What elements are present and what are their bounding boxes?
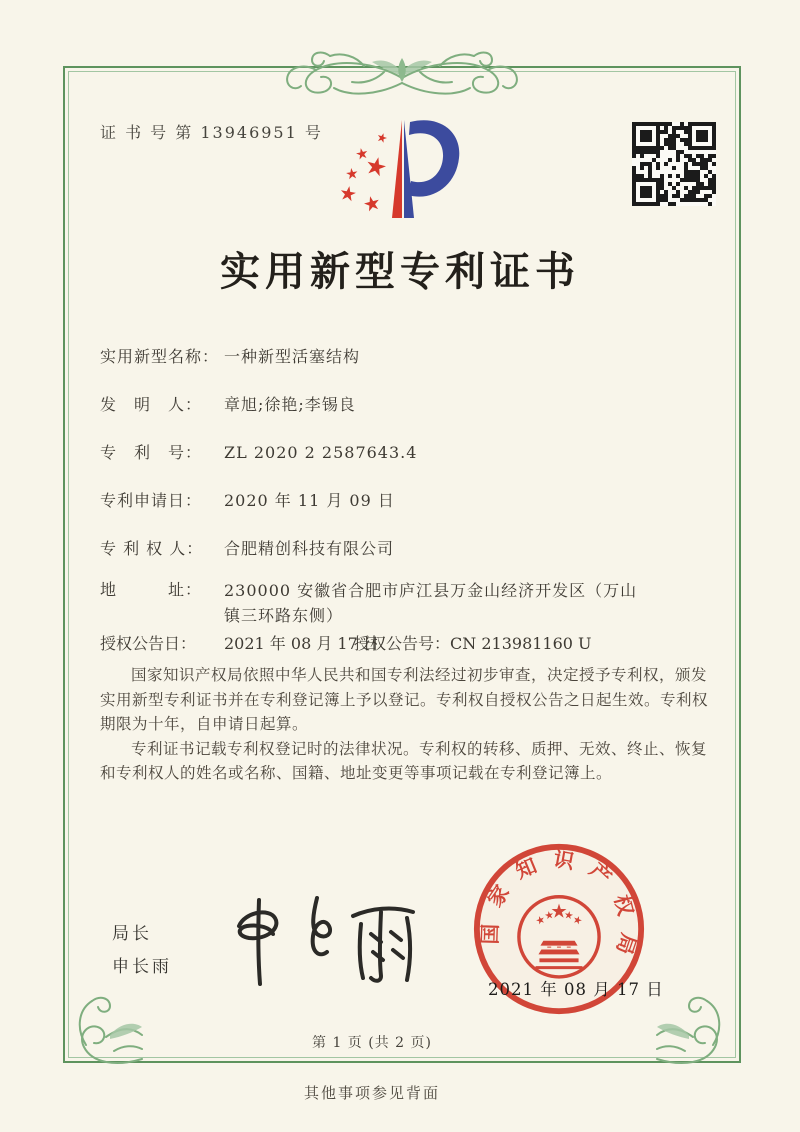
grant-number-pair [354, 632, 592, 655]
field-row-utility-model-name [100, 345, 360, 368]
field-value: 一种新型活塞结构 [224, 347, 361, 366]
certificate-title: 实用新型专利证书 [220, 248, 580, 295]
field-row-inventors [100, 393, 356, 416]
bottom-left-scrollwork-ornament-icon [50, 995, 146, 1075]
field-value: 2020 年 11 月 09 日 [224, 491, 395, 510]
grant-number-label: 授权公告号： [354, 634, 451, 653]
cnipa-logo-icon [336, 112, 468, 232]
field-label: 地 址： [100, 580, 203, 599]
handwritten-signature [225, 886, 435, 990]
certificate-number: 证 书 号 第 13946951 号 [100, 123, 323, 142]
director-name: 申长雨 [112, 957, 172, 977]
field-label: 专利申请日： [100, 491, 203, 510]
field-value: ZL 2020 2 2587643.4 [224, 443, 418, 462]
seal-date: 2021 年 08 月 17 日 [488, 980, 664, 999]
field-row-address [100, 578, 638, 628]
top-scrollwork-ornament-icon [276, 42, 528, 106]
field-label: 发 明 人： [100, 395, 203, 414]
grant-date-label: 授权公告日： [100, 634, 197, 653]
field-value: 章旭;徐艳;李锡良 [224, 395, 356, 414]
legal-text [100, 663, 718, 786]
field-label: 专 利 权 人： [100, 539, 204, 558]
legal-paragraph-2: 专利证书记载专利权登记时的法律状况。专利权的转移、质押、无效、终止、恢复和专利权人的姓名或名称、国籍、地址变更等事项记载在专利登记簿上。 [100, 739, 708, 782]
legal-paragraph-1: 国家知识产权局依照中华人民共和国专利法经过初步审查，决定授予专利权，颁发实用新型专利证书并在专利登记簿上予以登记。专利权自授权公告之日起生效。专利权期限为十年，自申请日起算。 [100, 666, 709, 733]
back-side-note: 其他事项参见背面 [303, 1084, 440, 1102]
director-title: 局长 [112, 924, 152, 944]
ornament-center-leaf [398, 58, 406, 82]
field-row-patent-number [100, 441, 417, 464]
bottom-right-scrollwork-ornament-icon [653, 995, 749, 1075]
field-label: 专 利 号： [100, 443, 203, 462]
field-value: 230000 安徽省合肥市庐江县万金山经济开发区（万山镇三环路东侧） [224, 581, 638, 625]
field-row-filing-date [100, 489, 395, 512]
field-value: 合肥精创科技有限公司 [224, 539, 395, 558]
field-label: 实用新型名称： [100, 347, 220, 366]
field-row-patentee [100, 537, 394, 560]
seal-text: 国家知识产权局 [477, 846, 642, 972]
page-indicator: 第 1 页 (共 2 页) [312, 1035, 432, 1051]
field-row-grant [100, 632, 716, 655]
signature-block [112, 918, 172, 984]
grant-number-value: CN 213981160 U [450, 634, 592, 653]
qr-code [632, 122, 716, 206]
grant-date-value: 2021 年 08 月 17 日 [224, 634, 379, 653]
